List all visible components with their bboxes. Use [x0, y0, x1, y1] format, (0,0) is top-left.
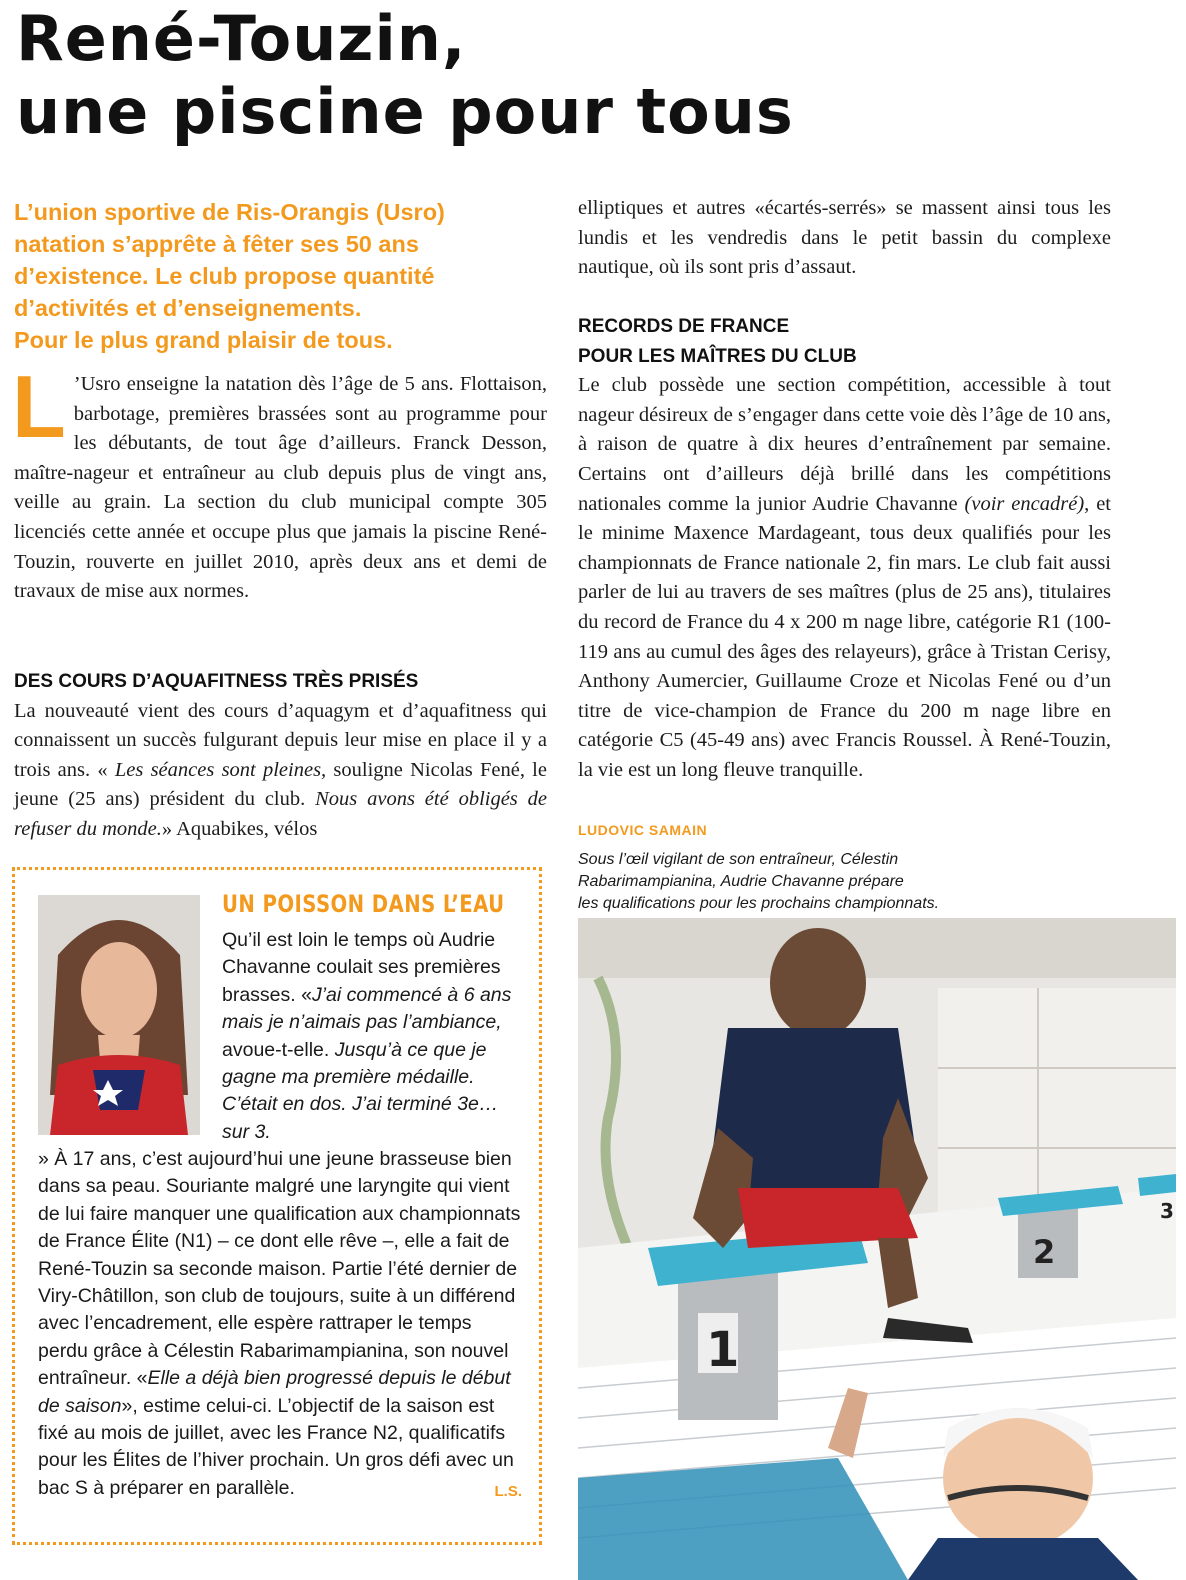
section-heading: DES COURS D’AQUAFITNESS TRÈS PRISÉS: [14, 671, 419, 692]
lead-line: d’activités et d’enseignements.: [14, 295, 362, 321]
lead-line: Pour le plus grand plaisir de tous.: [14, 327, 393, 353]
box-text-top: Qu’il est loin le temps où Audrie Chavanne coulait ses premières brasses. «J’ai commencé à 6 ans mais je n’aimais pas l’ambiance, avoue-t-elle. Jusqu’à ce que je gagne ma première médaille. C’était en dos. J’ai terminé 3e… sur 3.: [222, 929, 512, 1143]
lead-line: L’union sportive de Ris-Orangis (Usro): [14, 199, 445, 225]
section-heading: RECORDS DE FRANCE: [578, 316, 790, 337]
title-line-2: une piscine pour tous: [16, 75, 794, 148]
intro-paragraph: [12, 357, 547, 607]
section-aquafitness: [14, 667, 547, 845]
pool-photo-illustration: [578, 918, 1176, 1580]
intro-text: ’Usro enseigne la natation dès l’âge de 5 ans. Flottaison, barbotage, premières brassées sont au programme pour les débutants, de tout âge d’ailleurs. Franck Desson, maître-nageur et entraîneur au club depuis plus de vingt ans, veille au grain. La section du club municipal compte 305 licenciés cette année et occupe plus que jamais la piscine René-Touzin, rouverte en juillet 2010, après deux ans et demi de travaux de mise aux normes.: [14, 373, 547, 603]
portrait-photo: [38, 895, 200, 1135]
coach-head: [770, 928, 866, 1038]
section-text: Le club possède une section compétition, accessible à tout nageur désireux de s’engager dans cette voie dès l’âge de 10 ans, à raison de quatre à dix heures d’entraînement par semaine. Certains ont d’ailleurs déjà brillé dans les compétitions nationales comme la junior Audrie Chavanne (voir encadré), et le minime Maxence Mardageant, tous deux qualifiés pour les championnats de France nationale 2, fin mars. Le club fait aussi parler de lui au travers de ses maîtres (plus de 25 ans), titulaires du record de France du 4 x 200 m nage libre, catégorie R1 (100-119 ans au cumul des âges des relayeurs), grâce à Tristan Cerisy, Anthony Aumercier, Guillaume Croze et Nicolas Fené ou d’un titre de vice-champion de France du 200 m nage libre en catégorie C5 (45-49 ans) avec Francis Roussel. À René-Touzin, la vie est un long fleuve tranquille.: [578, 374, 1111, 781]
block-number-3: 3: [1160, 1199, 1174, 1223]
pool-photo: [578, 918, 1176, 1580]
section-text: La nouveauté vient des cours d’aquagym et d’aquafitness qui connaissent un succès fulgurant depuis leur mise en place il y a trois ans. « Les séances sont pleines, souligne Nicolas Fené, le jeune (25 ans) président du club. Nous avons été obligés de refuser du monde.» Aquabikes, vélos: [14, 699, 547, 840]
section-heading: POUR LES MAÎTRES DU CLUB: [578, 345, 857, 367]
box-title-wrap: [222, 890, 522, 918]
lead-paragraph: [14, 196, 554, 356]
article-title: [16, 2, 1166, 148]
column-continuation: elliptiques et autres «écartés-serrés» se massent ainsi tous les lundis et les vendredis dans le petit bassin du complexe nautique, où ils sont pris d’assaut.: [578, 197, 1111, 279]
lead-line: d’existence. Le club propose quantité: [14, 263, 435, 289]
lead-line: natation s’apprête à fêter ses 50 ans: [14, 231, 419, 257]
box-initials: L.S.: [494, 1482, 522, 1500]
block-number-1: 1: [706, 1322, 740, 1378]
photo-caption: Sous l’œil vigilant de son entraîneur, Célestin Rabarimampianina, Audrie Chavanne prépare les qualifications pour les prochains championnats.: [578, 851, 940, 912]
block-number-2: 2: [1033, 1233, 1056, 1271]
byline: LUDOVIC SAMAIN: [578, 822, 708, 838]
drop-cap: L: [12, 357, 66, 456]
portrait-face: [81, 942, 157, 1038]
box-text-bottom: » À 17 ans, c’est aujourd’hui une jeune brasseuse bien dans sa peau. Souriante malgré une laryngite qui vient de lui faire manquer une qualification aux championnats de France Élite (N1) – ce dont elle rêve –, elle a fait de René-Touzin sa seconde maison. Partie l’été dernier de Viry-Châtillon, son club de toujours, suite à un différend avec l’encadrement, elle espère rattraper le temps perdu grâce à Célestin Rabarimampianina, son nouvel entraîneur. «Elle a déjà bien progressé depuis le début de saison», estime celui-ci. L’objectif de la saison est fixé au mois de juillet, avec les France N2, qualificatifs pour les Élites de l’hiver prochain. Un gros défi avec un bac S à préparer en parallèle. L.S.: [38, 1146, 522, 1505]
sidebar-box: [12, 867, 542, 1545]
section-records: [578, 312, 1111, 786]
box-title: UN POISSON DANS L’EAU: [222, 890, 505, 918]
title-line-1: René-Touzin,: [16, 2, 467, 75]
